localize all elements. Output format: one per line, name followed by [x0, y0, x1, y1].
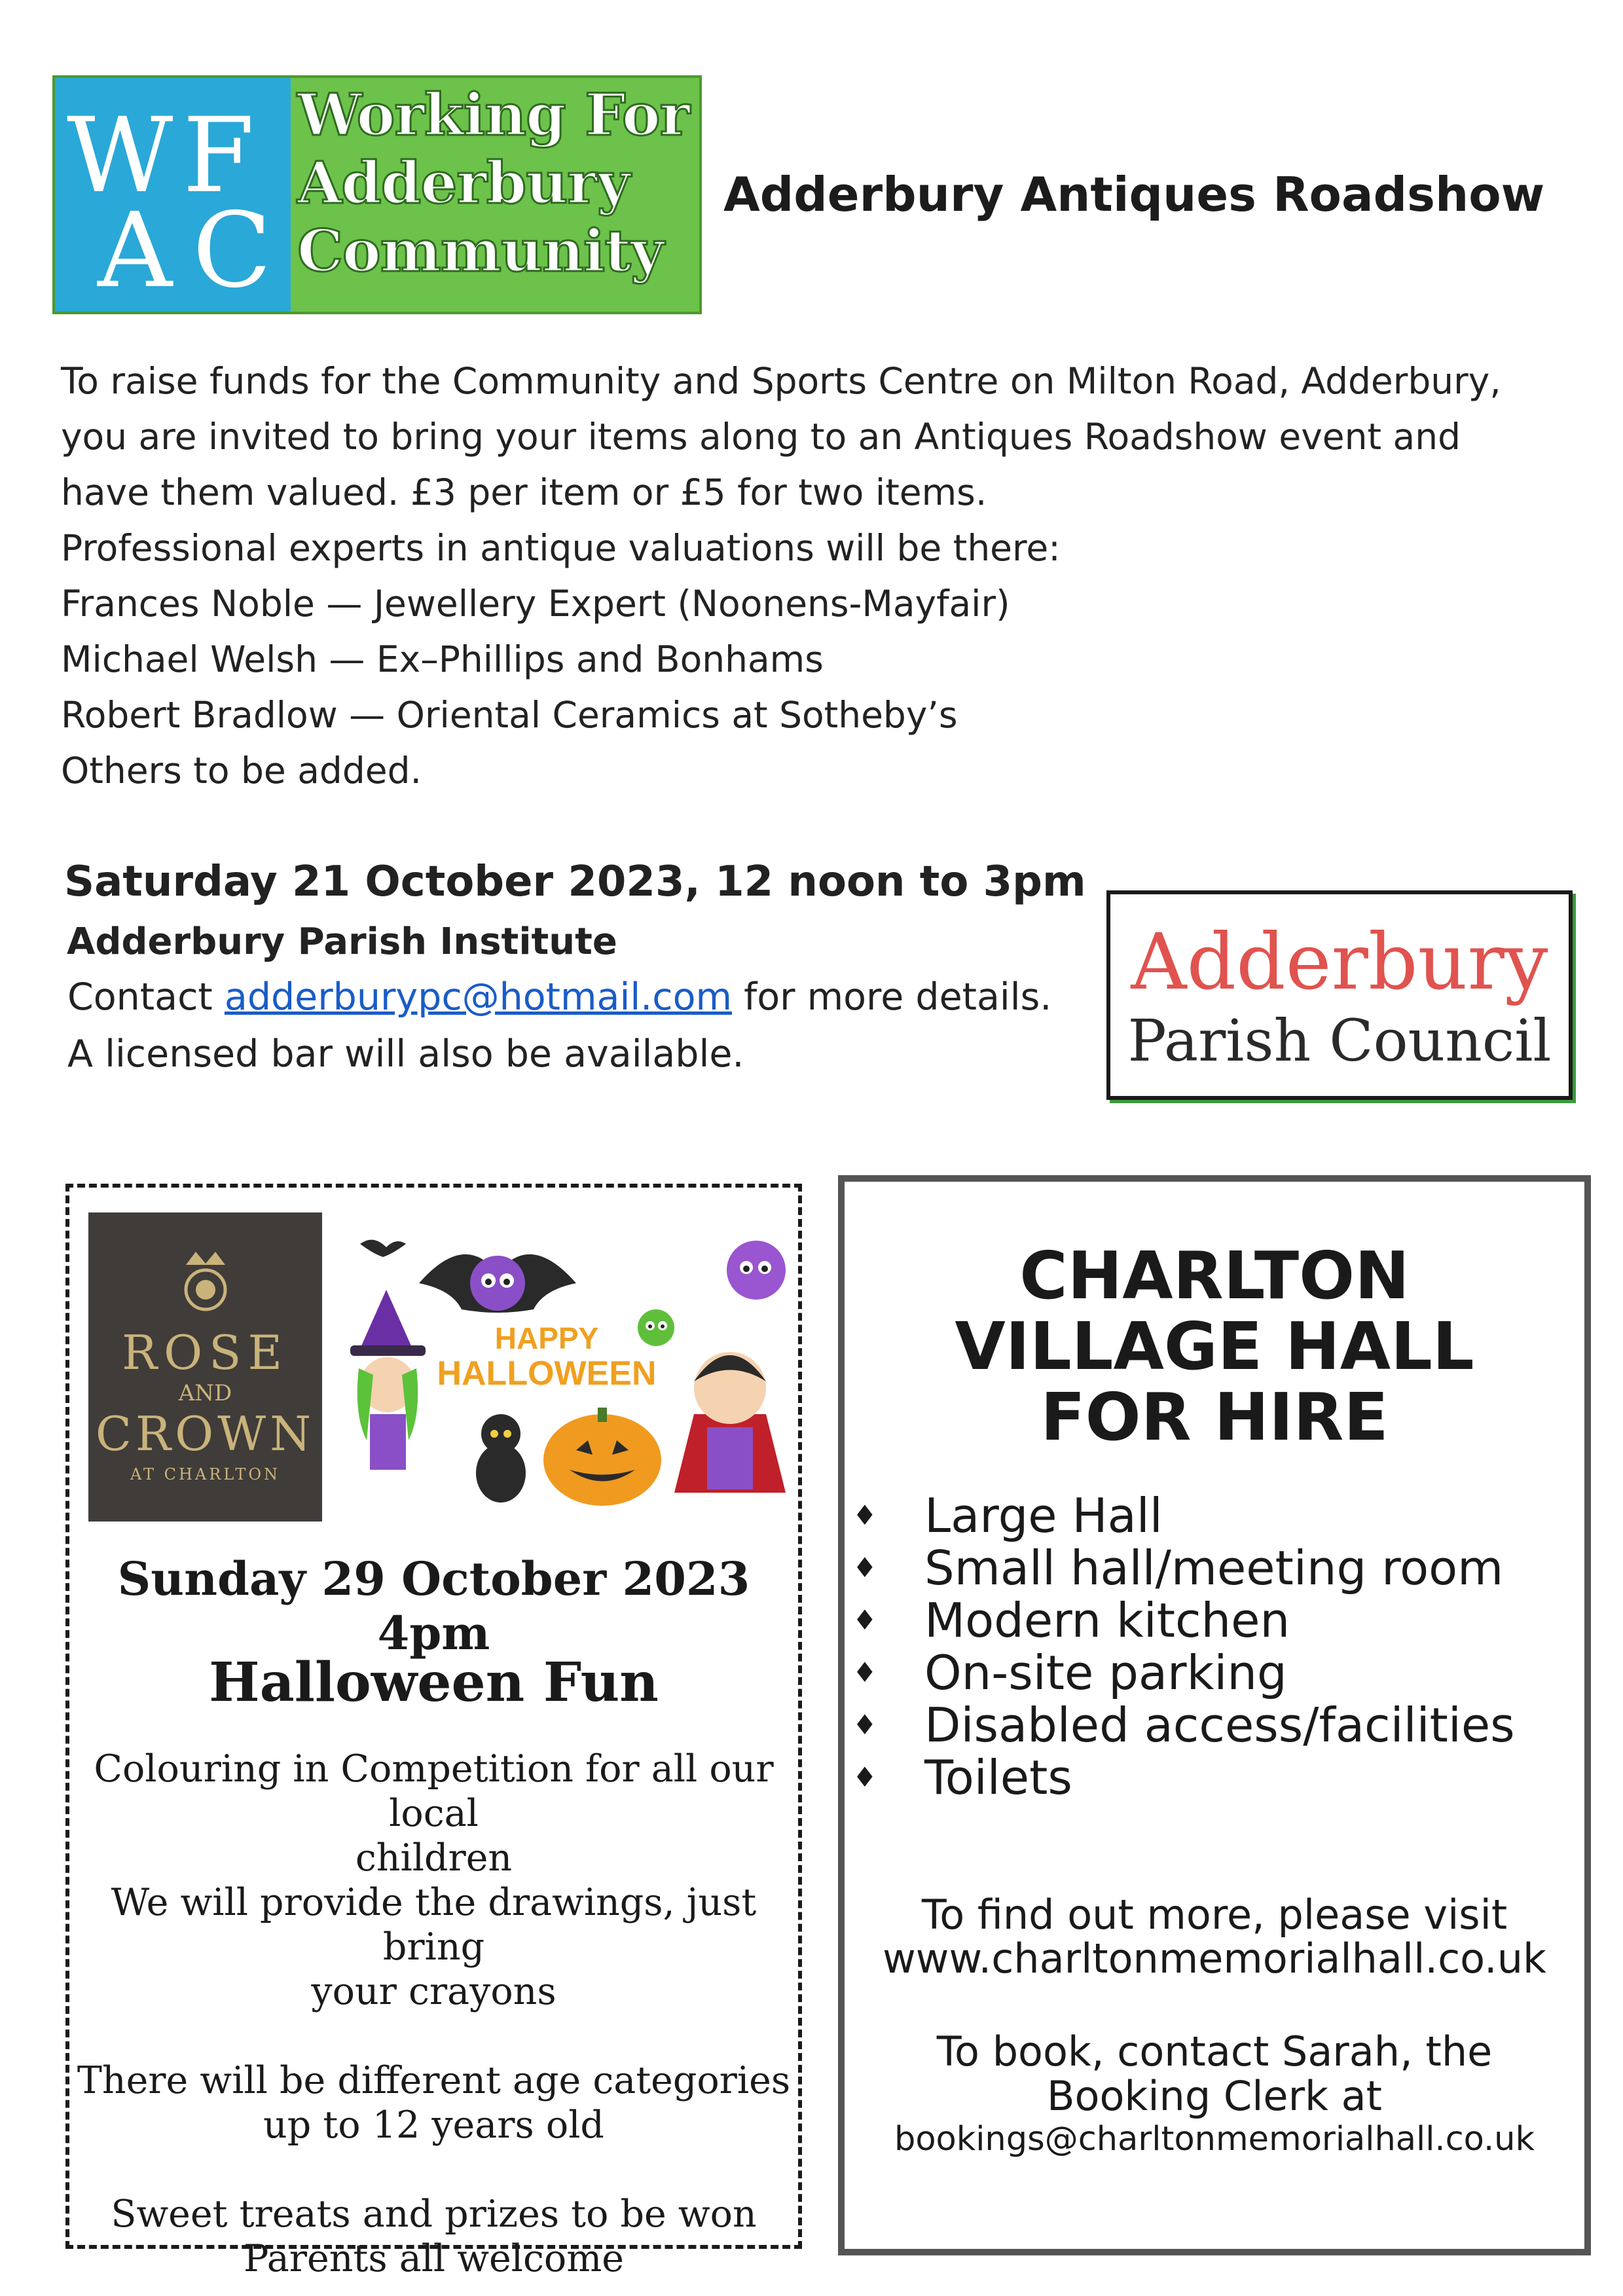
title-line: VILLAGE HALL: [955, 1308, 1474, 1385]
title-line: CHARLTON: [1019, 1237, 1410, 1314]
expert-line: Michael Welsh — Ex–Phillips and Bonhams: [61, 638, 824, 680]
website-link[interactable]: www.charltonmemorialhall.co.uk: [883, 1935, 1546, 1982]
crest-icon: [88, 1245, 322, 1320]
contact-suffix: for more details.: [732, 975, 1052, 1019]
crown-text: CROWN: [95, 1406, 316, 1461]
contact-prefix: Contact: [67, 975, 225, 1019]
title-line: FOR HIRE: [1040, 1379, 1389, 1455]
halloween-line: up to 12 years old: [263, 2104, 604, 2147]
halloween-line: Parents all welcome: [243, 2237, 625, 2280]
rose-text: ROSE: [121, 1325, 289, 1380]
intro-line: Professional experts in antique valuations will be there:: [61, 527, 1061, 569]
booking-email-link[interactable]: bookings@charltonmemorialhall.co.uk: [894, 2120, 1535, 2159]
wfac-line: Adderbury: [297, 149, 630, 217]
pumpkin-icon: [543, 1408, 661, 1506]
wfac-line: Working For: [297, 81, 689, 149]
diamond-bullet-icon: ♦: [852, 1499, 877, 1531]
happy-text: HAPPY: [494, 1321, 599, 1355]
bat-icon: [360, 1240, 406, 1257]
black-cat-icon: [476, 1414, 526, 1503]
facility-label: Small hall/meeting room: [924, 1540, 1504, 1595]
halloween-line: Sweet treats and prizes to be won: [111, 2193, 757, 2236]
facility-label: On-site parking: [924, 1645, 1287, 1700]
booking-text: To book, contact Sarah, the: [936, 2028, 1493, 2075]
intro-text: [61, 354, 1580, 799]
parish-logo-bottom: Parish Council: [1127, 1007, 1552, 1074]
booking-text: Booking Clerk at: [1047, 2072, 1382, 2120]
contact-email-link[interactable]: adderburypc@hotmail.com: [224, 975, 733, 1019]
purple-bat-icon: [419, 1254, 576, 1313]
spacer: [65, 2147, 802, 2192]
facility-label: Disabled access/facilities: [924, 1698, 1515, 1753]
wfac-letter-f: F: [183, 96, 255, 216]
list-item: [852, 1489, 1515, 1542]
diamond-bullet-icon: ♦: [852, 1761, 877, 1793]
intro-line: you are invited to bring your items along to an Antiques Roadshow event and: [61, 416, 1461, 458]
list-item: [852, 1647, 1515, 1699]
wfac-letter-a: A: [98, 191, 173, 311]
expert-line: Frances Noble — Jewellery Expert (Noonens-Mayfair): [61, 583, 1010, 625]
facilities-list: [852, 1489, 1515, 1804]
halloween-line: Colouring in Competition for all our local: [94, 1747, 774, 1835]
bar-notice: A licensed bar will also be available.: [67, 1032, 744, 1076]
expert-line: Robert Bradlow — Oriental Ceramics at Sotheby’s: [61, 694, 958, 736]
facility-label: Modern kitchen: [924, 1593, 1290, 1648]
intro-line: To raise funds for the Community and Sports Centre on Milton Road, Adderbury,: [61, 360, 1501, 402]
halloween-line: There will be different age categories: [77, 2059, 791, 2102]
diamond-bullet-icon: ♦: [852, 1552, 877, 1584]
halloween-line: your crayons: [311, 1970, 556, 2013]
facility-label: Toilets: [924, 1750, 1072, 1805]
diamond-bullet-icon: ♦: [852, 1604, 877, 1636]
witch-icon: [350, 1290, 426, 1470]
wfac-wordmark: [297, 81, 697, 285]
parish-council-logo: [1106, 890, 1573, 1100]
wfac-monogram: [55, 78, 291, 312]
visit-text: To find out more, please visit: [921, 1891, 1508, 1939]
diamond-bullet-icon: ♦: [852, 1709, 877, 1741]
green-spider-icon: [638, 1309, 674, 1346]
halloween-line: We will provide the drawings, just bring: [111, 1881, 757, 1969]
list-item: [852, 1751, 1515, 1804]
rose-and-crown-logo: [88, 1212, 322, 1522]
intro-line: Others to be added.: [61, 750, 422, 792]
wfac-letter-c: C: [192, 191, 272, 311]
halloween-title: Halloween Fun: [209, 1651, 659, 1714]
village-hall-title: [838, 1237, 1591, 1455]
event-title: Adderbury Antiques Roadshow: [723, 167, 1545, 222]
list-item: [852, 1542, 1515, 1594]
halloween-line: children: [355, 1836, 513, 1880]
parish-logo-top: Adderbury: [1131, 917, 1548, 1007]
halloween-text: HALLOWEEN: [437, 1355, 657, 1393]
diamond-bullet-icon: ♦: [852, 1656, 877, 1688]
and-text: AND: [178, 1380, 232, 1406]
spacer: [65, 2014, 802, 2058]
halloween-details: [65, 1747, 802, 2281]
list-item: [852, 1699, 1515, 1751]
wfac-logo: [52, 75, 702, 314]
intro-line: have them valued. £3 per item or £5 for two items.: [61, 471, 987, 513]
wfac-line: Community: [297, 217, 664, 285]
event-venue: Adderbury Parish Institute: [67, 920, 617, 963]
contact-line: [67, 975, 1051, 1019]
happy-halloween-illustration: [347, 1218, 792, 1512]
purple-spider-icon: [727, 1241, 786, 1300]
facility-label: Large Hall: [924, 1488, 1163, 1543]
at-charlton-text: AT CHARLTON: [130, 1465, 280, 1484]
wfac-letter-w: W: [67, 96, 173, 216]
halloween-date: Sunday 29 October 2023 4pm: [117, 1552, 750, 1660]
event-date: Saturday 21 October 2023, 12 noon to 3pm: [64, 858, 1086, 906]
list-item: [852, 1594, 1515, 1647]
vampire-icon: [674, 1352, 786, 1493]
